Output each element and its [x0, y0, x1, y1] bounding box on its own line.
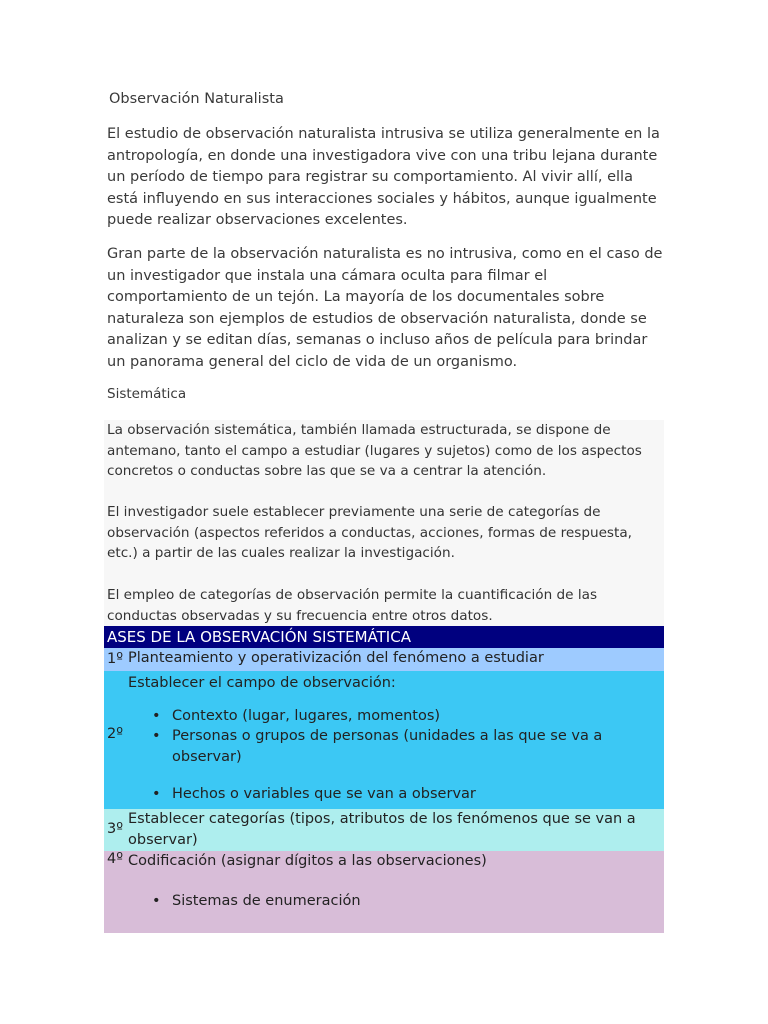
list-item — [128, 726, 660, 767]
phases-table — [104, 626, 664, 933]
row-number: 2º — [107, 726, 124, 742]
bullet-icon: • — [152, 728, 161, 744]
list-item-text: Hechos o variables que se van a observar — [172, 786, 476, 802]
list-item-text: Contexto (lugar, lugares, momentos) — [172, 707, 441, 724]
section-heading-sistematica: Sistemática — [107, 386, 187, 402]
list-item-text: Sistemas de enumeración — [172, 892, 361, 909]
quote-box — [104, 420, 664, 626]
bullet-list — [128, 706, 660, 805]
row-text: Planteamiento y operativización del fenómeno a estudiar — [128, 650, 544, 666]
bullet-icon: • — [152, 707, 161, 724]
list-item — [128, 784, 660, 805]
row-number: 4º — [107, 851, 124, 867]
row-text: Establecer el campo de observación: — [128, 675, 396, 691]
box-paragraph: El investigador suele establecer previamente una serie de categorías de observación (aspectos referidos a conductas, acciones, formas de respuesta, etc.) a partir de las cuales realizar la investigación. — [107, 504, 632, 561]
box-paragraph: El empleo de categorías de observación permite la cuantificación de las conductas observadas y su frecuencia entre otros datos. — [107, 587, 598, 624]
table-row — [104, 648, 664, 671]
row-text: Establecer categorías (tipos, atributos de los fenómenos que se van a observar) — [128, 811, 636, 848]
box-paragraph: La observación sistemática, también llamada estructurada, se dispone de antemano, tanto el campo a estudiar (lugares y sujetos) como de los aspectos concretos o conductas sobre las que se va a centrar la atención. — [107, 422, 642, 479]
table-row — [104, 851, 664, 933]
list-item — [128, 891, 660, 912]
list-item — [128, 706, 660, 727]
row-number: 1º — [107, 651, 124, 667]
row-content — [128, 673, 660, 805]
paragraph-intrusive: El estudio de observación naturalista intrusiva se utiliza generalmente en la antropología, en donde una investigadora vive con una tribu lejana durante un período de tiempo para registrar su comportamiento. Al vivir allí, ella está influyendo en sus interacciones sociales y hábitos, aunque igualmente puede realizar observaciones excelentes. — [107, 126, 660, 229]
table-header: ASES DE LA OBSERVACIÓN SISTEMÁTICA — [104, 626, 664, 648]
paragraph-non-intrusive: Gran parte de la observación naturalista es no intrusiva, como en el caso de un investigador que instala una cámara oculta para filmar el comportamiento de un tejón. La mayoría de los documentales sobre naturaleza son ejemplos de estudios de observación naturalista, donde se analizan y se editan días, semanas o incluso años de película para brindar un panorama general del ciclo de vida de un organismo. — [107, 246, 663, 370]
table-row — [104, 809, 664, 851]
bullet-icon: • — [152, 892, 161, 909]
bullet-list — [128, 891, 660, 912]
row-content — [128, 851, 660, 911]
list-item-text: Personas o grupos de personas (unidades a las que se va a observar) — [172, 728, 603, 765]
table-row — [104, 671, 664, 809]
row-text: Codificación (asignar dígitos a las observaciones) — [128, 853, 487, 869]
row-number: 3º — [107, 821, 124, 837]
bullet-icon: • — [152, 786, 161, 802]
page-title: Observación Naturalista — [109, 91, 284, 107]
